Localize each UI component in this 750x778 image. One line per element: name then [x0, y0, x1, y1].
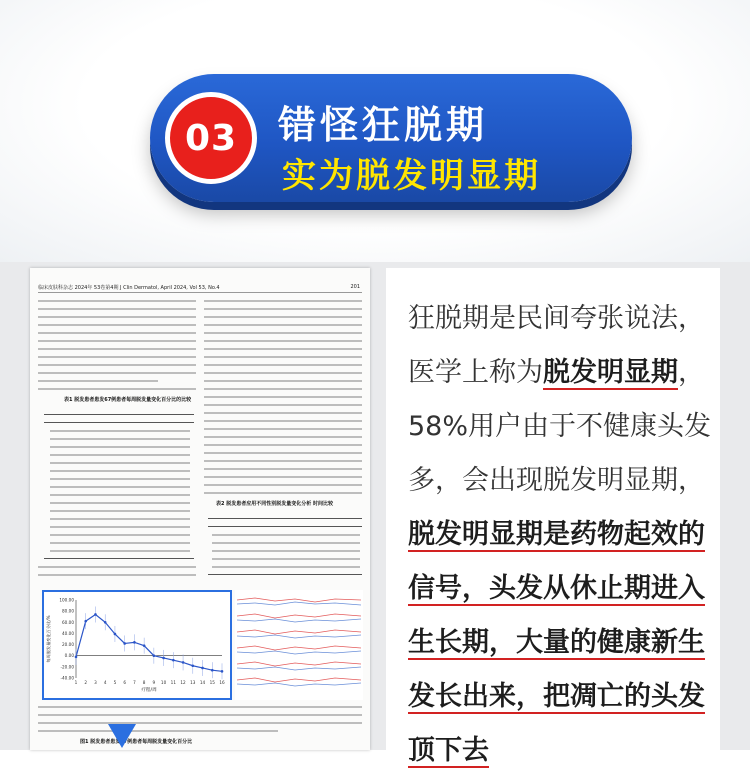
text-line-7: 生长期，大量的健康新生 [408, 627, 705, 658]
data-point [153, 654, 156, 657]
section-number-badge: 03 [165, 92, 257, 184]
x-tick-label: 13 [190, 680, 196, 685]
data-point [84, 620, 87, 623]
x-tick-label: 6 [123, 680, 127, 685]
highlight-term: 脱发明显期 [543, 357, 678, 388]
data-point [143, 644, 146, 647]
text-line-9: 顶下去 [408, 735, 489, 766]
x-axis-label: 疗程/周 [141, 688, 157, 693]
data-point [94, 613, 97, 616]
data-point [201, 667, 204, 670]
x-tick-label: 10 [160, 680, 167, 685]
x-tick-label: 5 [113, 680, 117, 685]
text-line-5: 脱发明显期是药物起效的 [408, 519, 705, 550]
table2-title: 表2 脱发患者应用不同性别脱发量变化分析 时间比较 [216, 501, 333, 507]
data-point [182, 661, 185, 664]
line-chart [44, 592, 230, 698]
explanation-card [386, 268, 720, 766]
y-tick-label: 0.00 [64, 653, 74, 659]
chart-pointer-arrow [108, 724, 136, 748]
x-tick-label: 1 [74, 680, 78, 685]
explanation-text [408, 292, 712, 778]
y-tick-label: -40.00 [60, 675, 74, 681]
figure-caption: 图1 脱发患者患发67例患者每周脱发量变化百分比 [80, 739, 193, 745]
data-point [172, 659, 175, 662]
x-tick-label: 12 [180, 680, 186, 685]
data-point [133, 641, 136, 644]
y-tick-label: 60.00 [62, 619, 74, 625]
data-point [123, 642, 126, 645]
series-line [76, 614, 222, 671]
x-tick-label: 4 [103, 680, 107, 685]
line-chart-highlight [42, 590, 232, 700]
data-point [211, 669, 214, 672]
text-line-2: 医学上称为脱发明显期， [408, 357, 705, 388]
x-tick-label: 7 [133, 680, 136, 685]
x-tick-label: 15 [209, 680, 215, 685]
text-line-3: 58%用户由于不健康头发 [408, 411, 712, 442]
data-point [75, 656, 78, 659]
data-point [192, 664, 195, 667]
text-line-8: 发长出来，把凋亡的头发 [408, 681, 705, 712]
x-tick-label: 3 [94, 680, 97, 685]
y-tick-label: 80.00 [62, 608, 74, 614]
table1-title: 表1 脱发患者患发67例患者每周脱发量变化百分比的比较 [64, 397, 192, 403]
banner-subtitle: 实为脱发明显期 [282, 156, 541, 196]
header-rule [38, 292, 362, 293]
text-line-1: 狂脱期是民间夸张说法， [408, 303, 705, 334]
x-tick-label: 14 [199, 680, 206, 685]
journal-paper-image [30, 268, 370, 750]
y-tick-label: -20.00 [60, 664, 74, 670]
paper-header: 临床皮肤科杂志 2024年 53卷第4期 J Clin Dermatol, April 2024, Vol 53, No.4 [38, 285, 220, 291]
y-tick-label: 100.00 [59, 597, 74, 603]
data-point [104, 621, 107, 624]
figure-panels [235, 590, 363, 700]
text-line-4: 多，会出现脱发明显期， [408, 465, 705, 496]
y-tick-label: 40.00 [62, 630, 74, 636]
y-tick-label: 20.00 [62, 642, 74, 648]
x-tick-label: 9 [152, 680, 156, 685]
data-point [162, 657, 165, 660]
text-line-6: 信号，头发从休止期进入 [408, 573, 705, 604]
y-axis-label: 每周脱发量变化百分比/% [46, 615, 51, 663]
x-tick-label: 2 [84, 680, 88, 685]
x-tick-label: 11 [170, 680, 177, 685]
x-tick-label: 16 [219, 680, 225, 685]
data-point [114, 633, 117, 636]
paper-page-number: 201 [350, 284, 360, 290]
data-point [221, 670, 224, 673]
banner-title: 错怪狂脱期 [278, 103, 489, 147]
x-tick-label: 8 [142, 680, 146, 685]
